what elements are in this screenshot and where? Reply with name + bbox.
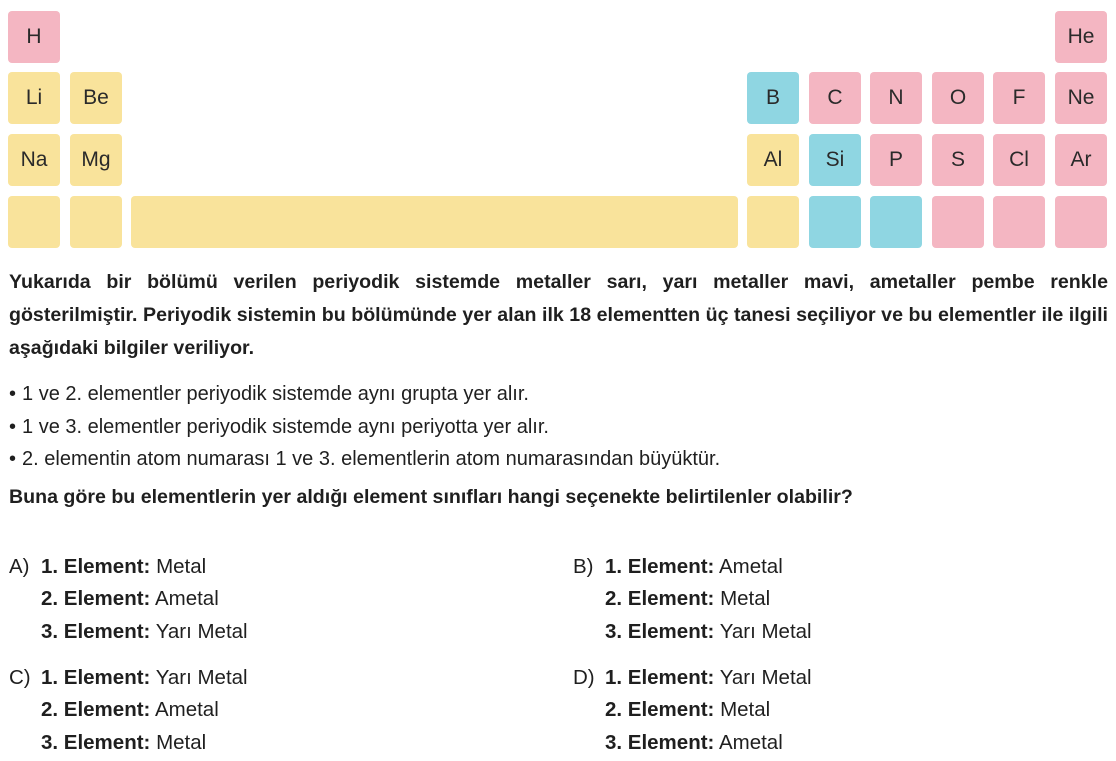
element-cell-li [8, 72, 60, 124]
element-label: 1. Element: [605, 555, 715, 578]
element-class: Metal [720, 698, 771, 722]
element-symbol: N [888, 86, 904, 109]
blank-cell [1055, 196, 1107, 248]
element-class: Yarı Metal [155, 666, 248, 689]
element-symbol: O [949, 86, 967, 109]
element-label: 2. Element: [605, 698, 715, 722]
element-symbol: B [765, 86, 780, 109]
element-symbol: Ne [1067, 86, 1095, 109]
element-label: 3. Element: [605, 619, 715, 643]
element-symbol: Li [25, 86, 43, 109]
element-cell-ar [1055, 134, 1107, 186]
element-class: Yarı Metal [155, 619, 248, 643]
intro-paragraph: Yukarıda bir bölümü verilen periyodik sistemde metaller sarı, yarı metaller mavi, ametaller pembe renkle gösterilmiştir. Periyodik sistemin bu bölümünde yer alan ilk 18 elementten üç tanesi seçiliyor ve bu elementler ile ilgili aşağıdaki bilgiler veriliyor. [9, 271, 1108, 359]
element-cell-mg [70, 134, 122, 186]
element-cell-c [809, 72, 861, 124]
element-cell-cl [993, 134, 1045, 186]
transition-metals-block [131, 196, 738, 248]
option-letter: A) [9, 555, 30, 578]
info-item [9, 378, 720, 411]
option-letter: B) [573, 555, 594, 578]
blank-cell [932, 196, 984, 248]
element-cell-na [8, 134, 60, 186]
element-symbol: He [1067, 25, 1095, 48]
element-label: 2. Element: [41, 587, 151, 611]
element-class: Ametal [718, 730, 783, 754]
info-item [9, 411, 720, 444]
element-symbol: C [827, 86, 843, 109]
element-class: Metal [156, 555, 207, 578]
element-symbol: Be [83, 86, 109, 109]
element-label: 1. Element: [41, 666, 151, 689]
blank-cell [809, 196, 861, 248]
element-cell-ne [1055, 72, 1107, 124]
element-symbol: H [26, 25, 42, 48]
bullet-icon: • [9, 448, 17, 470]
element-symbol: F [1012, 86, 1026, 109]
element-cell-si [809, 134, 861, 186]
element-label: 2. Element: [41, 698, 151, 722]
element-symbol: Si [825, 148, 845, 171]
bullet-icon: • [9, 415, 17, 438]
element-symbol: Cl [1009, 148, 1029, 171]
element-label: 3. Element: [605, 730, 715, 754]
element-cell-o [932, 72, 984, 124]
option-letter: D) [573, 666, 595, 689]
info-list [9, 378, 720, 476]
option-letter: C) [9, 666, 31, 689]
element-symbol: P [888, 148, 903, 171]
element-class: Metal [720, 587, 771, 611]
element-symbol: Al [763, 148, 783, 171]
element-label: 3. Element: [41, 619, 151, 643]
blank-cell [8, 196, 60, 248]
element-class: Yarı Metal [719, 619, 812, 643]
blank-cell [870, 196, 922, 248]
element-symbol: Mg [81, 148, 111, 171]
element-class: Ametal [718, 555, 783, 578]
info-text: 2. elementin atom numarası 1 ve 3. elementlerin atom numarasından büyüktür. [22, 448, 721, 470]
question-text: Buna göre bu elementlerin yer aldığı element sınıfları hangi seçenekte belirtilenler olabilir? [9, 486, 853, 508]
element-label: 1. Element: [41, 555, 151, 578]
info-text: 1 ve 2. elementler periyodik sistemde aynı grupta yer alır. [22, 383, 529, 405]
blank-cell [747, 196, 799, 248]
element-class: Ametal [154, 698, 219, 722]
info-text: 1 ve 3. elementler periyodik sistemde aynı periyotta yer alır. [22, 415, 549, 438]
element-cell-n [870, 72, 922, 124]
element-cell-al [747, 134, 799, 186]
element-label: 2. Element: [605, 587, 715, 611]
element-cell-he [1055, 11, 1107, 63]
element-class: Yarı Metal [719, 666, 812, 689]
info-item [9, 443, 720, 476]
bullet-icon: • [9, 383, 17, 405]
element-class: Ametal [154, 587, 219, 611]
element-cell-be [70, 72, 122, 124]
element-symbol: Ar [1070, 148, 1092, 171]
element-symbol: S [950, 148, 965, 171]
element-class: Metal [156, 730, 207, 754]
element-cell-p [870, 134, 922, 186]
element-cell-h [8, 11, 60, 63]
blank-cell [70, 196, 122, 248]
element-label: 1. Element: [605, 666, 715, 689]
blank-cell [993, 196, 1045, 248]
element-cell-b [747, 72, 799, 124]
element-cell-s [932, 134, 984, 186]
element-label: 3. Element: [41, 730, 151, 754]
element-cell-f [993, 72, 1045, 124]
element-symbol: Na [20, 148, 48, 171]
